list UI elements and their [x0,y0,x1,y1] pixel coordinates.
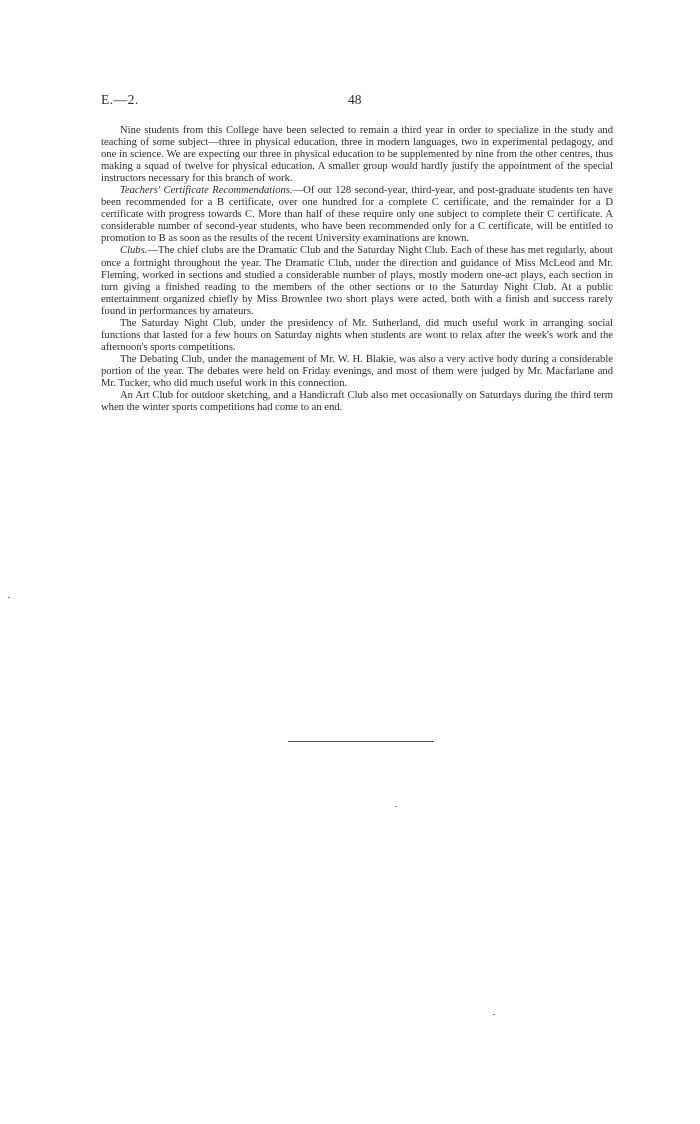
paragraph-heading: Teachers' Certificate Recommendations. [120,185,293,197]
paragraph-heading: Clubs. [120,245,148,257]
paragraph-saturday-night-club [101,318,613,354]
page-header [101,92,613,112]
paragraph-text: —Of our 128 second-year, third-year, and post-graduate students ten have been recommended for a B certificate, over one hundred for a complete C certificate, and the remainder for a D certificate with progress towards C. More than half of these require only one subject to complete their C certificate. A considerable number of second-year students, who have been recommended only for a C certificate, will be entitled to promotion to B as soon as the results of the recent University examinations are known. [101,185,614,245]
paragraph-text: Nine students from this College have been selected to remain a third year in order to specialize in the study and teaching of some subject—three in physical education, three in modern languages, two in experimental pedagogy, and one in science. We are expecting our three in physical education to be supplemented by nine from the other centres, thus making a squad of twelve for physical education. A smaller group would hardly justify the appointment of the special instructors necessary for this branch of work. [101,125,613,185]
paragraph-debating-club [101,354,613,390]
paragraph-text: An Art Club for outdoor sketching, and a Handicraft Club also met occasionally on Saturdays during the third term when the winter sports competitions had come to an end. [101,390,613,414]
paragraph-certificate-recommendations [101,185,613,245]
page-body [101,125,613,414]
scan-speck [395,806,397,807]
paragraph-clubs [101,245,613,317]
paragraph-art-club [101,390,613,414]
paragraph-text: —The chief clubs are the Dramatic Club and the Saturday Night Club. Each of these has met regularly, about once a fortnight throughout the year. The Dramatic Club, under the direction and guidance of Miss McLeod and Mr. Fleming, worked in sections and studied a considerable number of plays, mostly modern one-act plays, each section in turn giving a finished reading to the members of the other sections or to the Saturday Night Club. At a public entertainment organized chiefly by Miss Brownlee two short plays were acted, both with a finish and success rarely found in performances by amateurs. [101,245,613,317]
paragraph-specialization [101,125,613,185]
scan-speck [493,1014,495,1015]
paragraph-text: The Saturday Night Club, under the presidency of Mr. Sutherland, did much useful work in arranging social functions that lasted for a few hours on Saturday nights when students are wont to relax after the week's work and the afternoon's sports competitions. [101,317,613,353]
document-reference: E.—2. [101,92,139,107]
page-number: 48 [348,92,362,107]
scan-speck [8,597,10,598]
paragraph-text: The Debating Club, under the management of Mr. W. H. Blakie, was also a very active body during a considerable portion of the year. The debates were held on Friday evenings, and most of them were judged by Mr. Macfarlane and Mr. Tucker, who did much useful work in this connection. [101,353,613,389]
section-divider [288,741,434,742]
